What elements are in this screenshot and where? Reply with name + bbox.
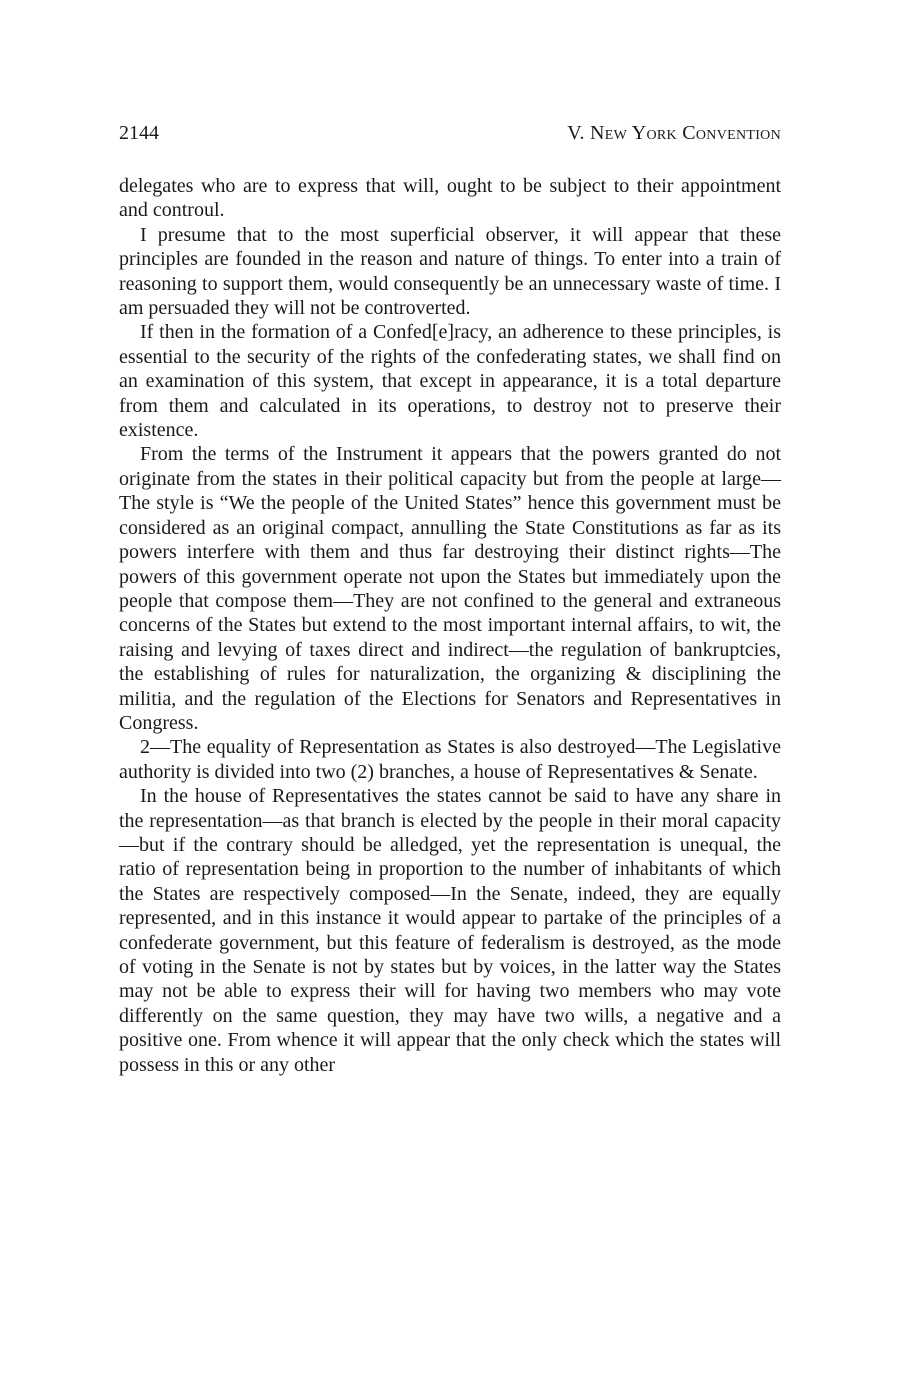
document-page (119, 120, 781, 1077)
paragraph: From the terms of the Instrument it appears that the powers granted do not originate from the states in their political capacity but from the people at large—The style is “We the people of the United States” hence this government must be considered as an original compact, annulling the State Constitutions as far as its powers interfere with them and thus far destroying their distinct rights—The powers of this government operate not upon the States but immediately upon the people that compose them—They are not confined to the general and extraneous concerns of the States but extend to the most important internal affairs, to wit, the raising and levying of taxes direct and indirect—the regulation of bankruptcies, the establishing of rules for naturalization, the organizing & disciplining the militia, and the regulation of the Elections for Senators and Representatives in Congress. (119, 443, 781, 734)
paragraph: If then in the formation of a Confed[e]racy, an adherence to these principles, is essential to the security of the rights of the confederating states, we shall find on an examination of this system, that except in appearance, it is a total departure from them and calculated in its operations, to destroy not to preserve their existence. (119, 321, 781, 442)
page-number: 2144 (119, 122, 159, 144)
paragraph: I presume that to the most superficial observer, it will appear that these principles are founded in the reason and nature of things. To enter into a train of reasoning to support them, would consequently be an unnecessary waste of time. I am persuaded they will not be controverted. (119, 223, 781, 320)
running-title: V. New York Convention (567, 122, 781, 144)
paragraph: 2—The equality of Representation as States is also destroyed—The Legislative authority is divided into two (2) branches, a house of Representatives & Senate. (119, 736, 781, 783)
paragraph: In the house of Representatives the states cannot be said to have any share in the representation—as that branch is elected by the people in their moral capacity—but if the contrary should be alledged, yet the representation is unequal, the ratio of representation being in proportion to the number of inhabitants of which the States are respectively composed—In the Senate, indeed, they are equally represented, and in this instance it would appear to partake of the principles of a confederate government, but this feature of federalism is destroyed, as the mode of voting in the Senate is not by states but by voices, in the latter way the States may not be able to express their will for having two members who may vote differently on the same question, they may have two wills, a negative and a positive one. From whence it will appear that the only check which the states will possess in this or any other (119, 785, 781, 1076)
paragraph: delegates who are to express that will, ought to be subject to their appointment and controul. (119, 175, 781, 222)
body-text (119, 174, 781, 1077)
running-header (119, 120, 781, 146)
